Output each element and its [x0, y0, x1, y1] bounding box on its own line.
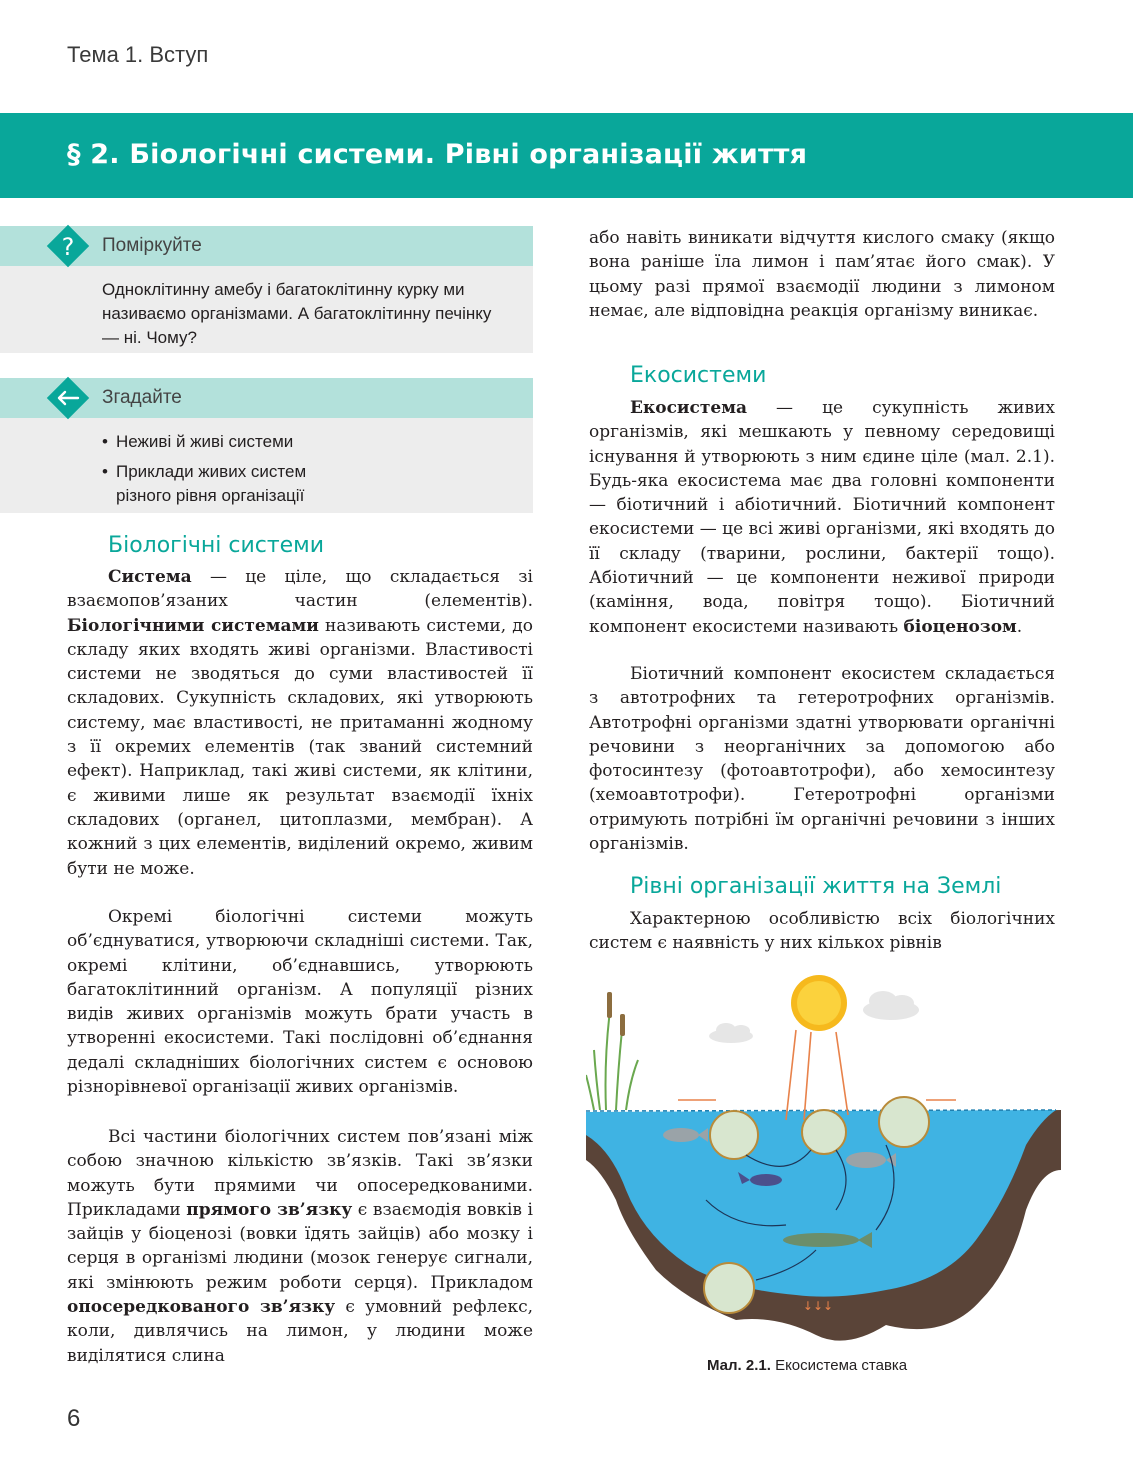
- heading-ecosystems: Екосистеми: [630, 363, 767, 388]
- page-title: § 2. Біологічні системи. Рівні організації життя: [67, 139, 808, 170]
- heading-biological-systems: Біологічні системи: [108, 533, 325, 558]
- recall-item: • Неживі й живі системи: [102, 430, 343, 454]
- recall-box: [0, 378, 533, 513]
- title-banner: [0, 113, 1133, 198]
- term-biocenosis: біоценозом: [903, 616, 1017, 637]
- figure-caption: Мал. 2.1. Екосистема ставка: [707, 1357, 908, 1374]
- term-biosystems: Біологічними системами: [67, 615, 319, 636]
- page-number: 6: [67, 1405, 81, 1432]
- think-box: [0, 226, 533, 353]
- arrow-left-icon: [46, 376, 90, 420]
- think-box-title: Поміркуйте: [102, 235, 202, 256]
- paragraph-system: Система — це ціле, що складається зі взаємопов’язаних частин (елементів). Біологічними системами називають системи, до складу яких входять живі організми. Властивості системи не зводяться до суми властивостей її складових. Сукупність складових, які утворюють систему, має властивості, не притаманні жодному з її окремих елементів (так званий системний ефект). Наприклад, такі живі системи, як клітини, є живими лише як результат взаємодії їхніх складових (органел, цитоплазми, мембран). А кожний з цих елементів, виділений окремо, живим бути не може.: [67, 567, 533, 879]
- svg-text:?: ?: [61, 233, 75, 261]
- paragraph-combining: Окремі біологічні системи можуть об’єднуватися, утворюючи складніші системи. Так, окремі клітини, об’єднавшись, утворюють багатоклітинний організм. А популяції різних видів живих організмів можуть брати участь в утворенні екосистеми. Такі послідовні об’єднання дедалі складніших біологічних систем є основою різнорівневої організації живих організмів.: [67, 907, 533, 1098]
- pond-ecosystem-illustration: [586, 970, 1061, 1350]
- think-box-header: [0, 226, 533, 266]
- term-system: Система: [108, 567, 192, 587]
- question-icon: [46, 224, 90, 268]
- svg-text:↓↓↓: ↓↓↓: [802, 1299, 834, 1313]
- think-box-text: Одноклітинну амебу і багатоклітинну курку ми називаємо організмами. А багатоклітинну печінку — ні. Чому?: [102, 280, 492, 347]
- topic-label: Тема 1. Вступ: [67, 42, 209, 67]
- recall-box-title: Згадайте: [102, 387, 182, 408]
- term-direct-link: прямого зв’язку: [186, 1199, 353, 1220]
- paragraph-ecosystem: Екосистема — це сукупність живих організмів, які мешкають у певному середовищі існування й утворюють з ним єдине ціле (мал. 2.1). Будь-яка екосистема має два головні компоненти — біотичний і абіотичний. Біотичний компонент екосистеми — це всі живі організми, які входять до її складу (тварини, рослини, бактерії тощо). Абіотичний — це компоненти неживої природи (каміння, вода, повітря тощо). Біотичний компонент екосистеми називають біоценозом.: [589, 398, 1055, 637]
- reeds: [586, 1010, 638, 1110]
- term-ecosystem: Екосистема: [630, 398, 748, 418]
- paragraph-biotic: Біотичний компонент екосистем складається з автотрофних та гетеротрофних організмів. Автотрофні організми здатні утворювати органічні речовини з неорганічних за допомогою або фотосинтезу (фотоавтотрофи), або хемосинтезу (хемоавтотрофи). Гетеротрофні організми отримують потрібні їм органічні речовини з інших організмів.: [589, 664, 1055, 855]
- recall-list: [0, 418, 533, 508]
- paragraph-links: Всі частини біологічних систем пов’язані між собою значною кількістю зв’язків. Такі зв’язки можуть бути прямими чи опосередкованими. Прикладами прямого зв’язку є взаємодія вовків і зайців у біоценозі (вовки їдять зайців) або мозку і серця в організмі людини (мозок генерує сигнали, які змінюють режим роботи серця). Прикладом опосередкованого зв’язку є умовний рефлекс, коли, дивлячись на лимон, у людини може виділятися слина: [67, 1127, 533, 1366]
- paragraph-levels: Характерною особливістю всіх біологічних систем є наявність у них кількох рівнів: [589, 909, 1055, 954]
- term-indirect-link: опосередкованого зв’язку: [67, 1297, 336, 1318]
- recall-item: • Приклади живих систем різного рівня організації: [102, 460, 343, 508]
- recall-box-header: [0, 378, 533, 418]
- paragraph-continuation: або навіть виникати відчуття кислого смаку (якщо вона раніше їла лимон і пам’ятає його смак). У цьому разі прямої взаємодії людини з лимоном немає, але відповідна реакція організму виникає.: [589, 228, 1055, 321]
- heading-levels: Рівні організації життя на Землі: [630, 874, 1002, 899]
